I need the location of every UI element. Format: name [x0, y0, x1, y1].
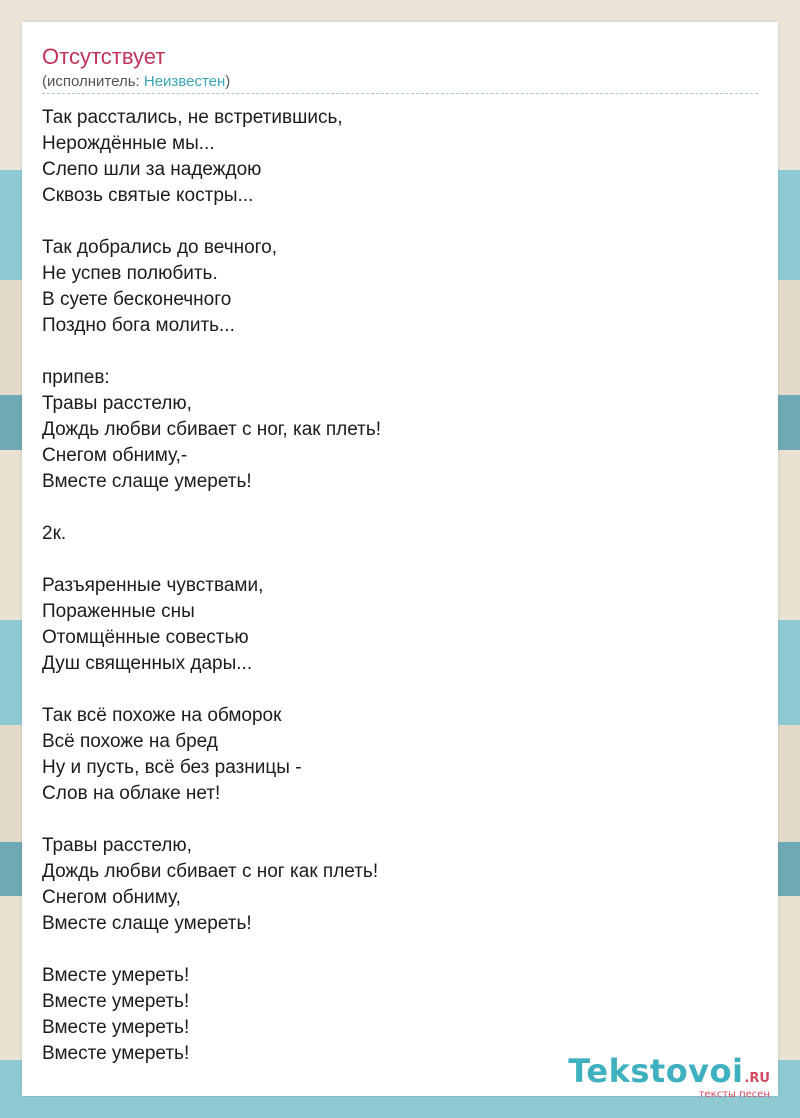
lyric-line: Не успев полюбить.	[42, 263, 218, 284]
lyric-line: припев:	[42, 367, 110, 388]
lyrics-text	[42, 105, 758, 1067]
stanza-gap	[42, 339, 758, 365]
lyric-line: Пораженные сны	[42, 601, 195, 622]
lyric-line: Вместе умереть!	[42, 991, 190, 1012]
lyric-line: Травы расстелю,	[42, 835, 192, 856]
artist-link[interactable]: Неизвестен	[143, 73, 226, 90]
stanza-gap	[42, 677, 758, 703]
lyric-line: Разъяренные чувствами,	[42, 575, 264, 596]
artist-prefix: (исполнитель:	[42, 73, 144, 90]
stanza-gap	[42, 209, 758, 235]
lyric-line: Вместе умереть!	[42, 1043, 190, 1064]
logo-tagline: тексты песен	[698, 1089, 770, 1100]
lyric-line: В суете бесконечного	[42, 289, 232, 310]
stanza-gap	[42, 495, 758, 521]
logo-name: Tekstovoi	[568, 1052, 744, 1090]
lyric-line: Отомщённые совестью	[42, 627, 249, 648]
lyric-line: Ну и пусть, всё без разницы -	[42, 757, 302, 778]
lyric-line: Вместе слаще умереть!	[42, 471, 252, 492]
lyric-line: Сквозь святые костры...	[42, 185, 254, 206]
lyric-line: Травы расстелю,	[42, 393, 192, 414]
lyric-line: 2к.	[42, 523, 67, 544]
divider	[42, 93, 758, 94]
lyric-line: Нерождённые мы...	[42, 133, 215, 154]
lyric-line: Так всё похоже на обморок	[42, 705, 282, 726]
stanza-gap	[42, 937, 758, 963]
lyric-line: Вместе слаще умереть!	[42, 913, 252, 934]
lyric-line: Дождь любви сбивает с ног как плеть!	[42, 861, 379, 882]
lyric-line: Так добрались до вечного,	[42, 237, 278, 258]
lyric-line: Слов на облаке нет!	[42, 783, 221, 804]
artist-suffix: )	[225, 73, 231, 90]
stanza-gap	[42, 807, 758, 833]
lyric-line: Вместе умереть!	[42, 1017, 190, 1038]
lyric-line: Слепо шли за надеждою	[42, 159, 262, 180]
lyric-line: Всё похоже на бред	[42, 731, 218, 752]
lyric-line: Душ священных дары...	[42, 653, 253, 674]
logo-tld: .RU	[744, 1071, 770, 1086]
lyrics-sheet	[22, 22, 778, 1096]
lyric-line: Поздно бога молить...	[42, 315, 235, 336]
stanza-gap	[42, 547, 758, 573]
song-title: Отсутствует	[42, 44, 166, 69]
lyric-line: Так расстались, не встретившись,	[42, 107, 343, 128]
lyric-line: Снегом обниму,-	[42, 445, 188, 466]
lyric-line: Вместе умереть!	[42, 965, 190, 986]
lyric-line: Снегом обниму,	[42, 887, 181, 908]
lyric-line: Дождь любви сбивает с ног, как плеть!	[42, 419, 382, 440]
site-logo[interactable]	[568, 1052, 770, 1090]
artist-line	[42, 73, 230, 91]
